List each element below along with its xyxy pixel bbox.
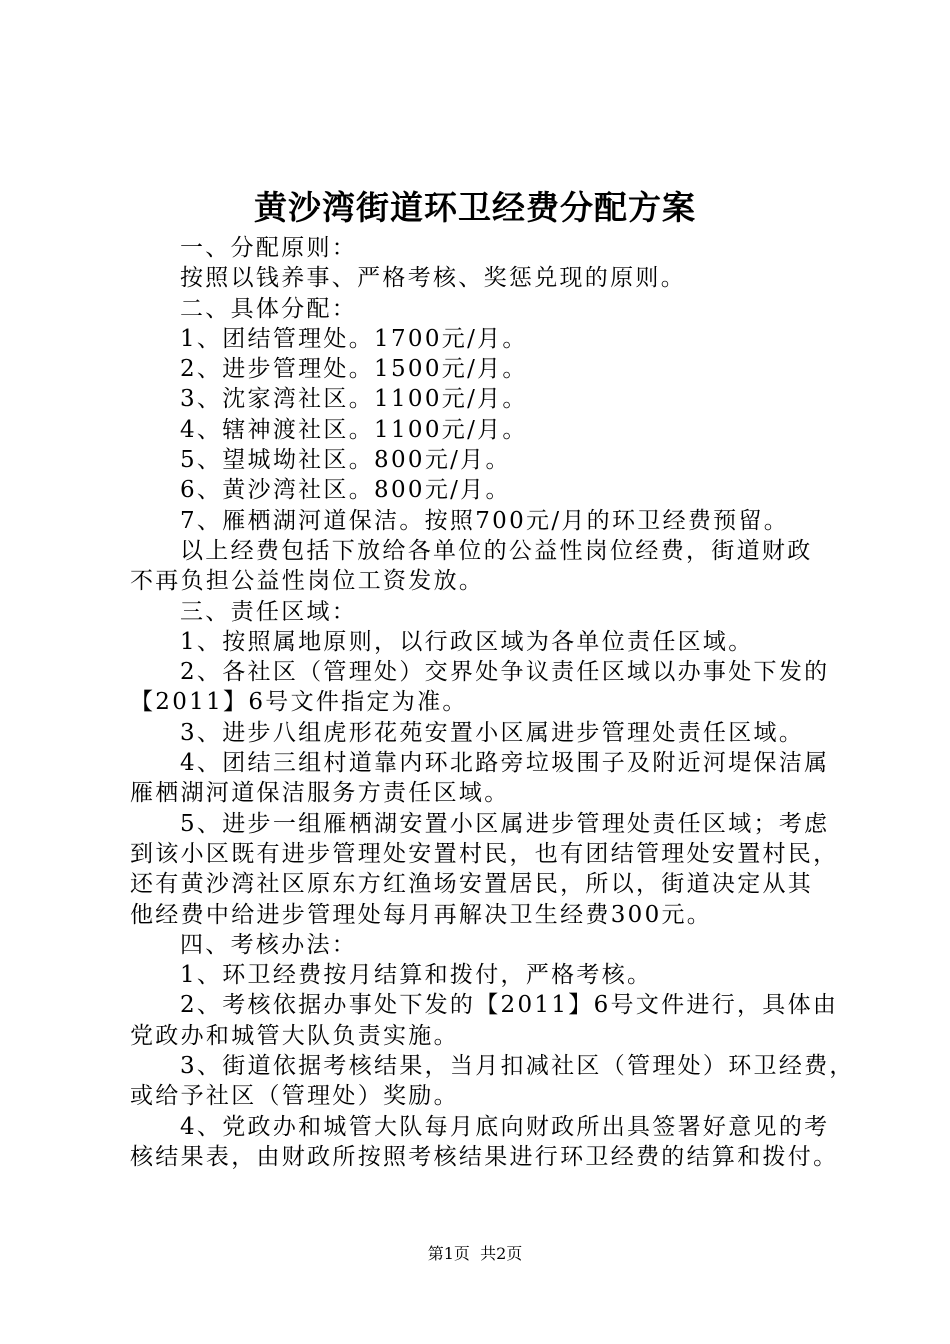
paragraph-line: 【2011】6号文件指定为准。 [130, 689, 468, 716]
section-heading-principle: 一、分配原则： [180, 235, 358, 261]
assessment-item: 2、考核依据办事处下发的【2011】6号文件进行，具体由 [180, 992, 839, 1019]
paragraph-line: 不再负担公益性岗位工资发放。 [130, 568, 485, 595]
assessment-item: 1、环卫经费按月结算和拨付，严格考核。 [180, 962, 653, 989]
paragraph-line: 核结果表，由财政所按照考核结果进行环卫经费的结算和拨付。 [130, 1143, 839, 1170]
section-heading-allocation: 二、具体分配： [180, 295, 358, 322]
paragraph-line: 雁栖湖河道保洁服务方责任区域。 [130, 780, 510, 807]
document-title: 黄沙湾街道环卫经费分配方案 [254, 188, 696, 227]
paragraph-line: 他经费中给进步管理处每月再解决卫生经费300元。 [130, 901, 713, 928]
responsibility-item: 4、团结三组村道靠内环北路旁垃圾围子及附近河堤保洁属 [180, 750, 830, 777]
paragraph-line: 以上经费包括下放给各单位的公益性岗位经费，街道财政 [180, 537, 813, 564]
page-number: 第1页 [427, 1244, 470, 1263]
page-total: 共2页 [480, 1244, 523, 1263]
paragraph-line: 党政办和城管大队负责实施。 [130, 1022, 459, 1049]
allocation-item: 4、辖神渡社区。1100元/月。 [180, 416, 528, 443]
paragraph-line: 还有黄沙湾社区原东方红渔场安置居民，所以，街道决定从其 [130, 871, 814, 898]
responsibility-item: 5、进步一组雁栖湖安置小区属进步管理处责任区域；考虑 [180, 810, 830, 837]
page-footer [0, 1243, 950, 1265]
section-heading-assessment: 四、考核办法： [180, 931, 358, 958]
allocation-item: 6、黄沙湾社区。800元/月。 [180, 477, 511, 504]
document-body [130, 233, 855, 1172]
allocation-item: 5、望城坳社区。800元/月。 [180, 447, 511, 474]
responsibility-item: 2、各社区（管理处）交界处争议责任区域以办事处下发的 [180, 659, 830, 686]
allocation-item: 3、沈家湾社区。1100元/月。 [180, 386, 528, 413]
allocation-item: 2、进步管理处。1500元/月。 [180, 356, 528, 383]
paragraph-line: 到该小区既有进步管理处安置村民，也有团结管理处安置村民， [130, 840, 839, 867]
responsibility-item: 3、进步八组虎形花苑安置小区属进步管理处责任区域。 [180, 719, 805, 746]
allocation-item: 7、雁栖湖河道保洁。按照700元/月的环卫经费预留。 [180, 507, 790, 534]
assessment-item: 3、街道依据考核结果，当月扣减社区（管理处）环卫经费， [180, 1053, 855, 1080]
paragraph-line: 按照以钱养事、严格考核、奖惩兑现的原则。 [180, 265, 686, 292]
section-heading-responsibility: 三、责任区域： [180, 598, 358, 625]
assessment-item: 4、党政办和城管大队每月底向财政所出具签署好意见的考 [180, 1113, 830, 1140]
responsibility-item: 1、按照属地原则，以行政区域为各单位责任区域。 [180, 628, 754, 655]
allocation-item: 1、团结管理处。1700元/月。 [180, 325, 528, 352]
paragraph-line: 或给予社区（管理处）奖励。 [130, 1083, 459, 1110]
